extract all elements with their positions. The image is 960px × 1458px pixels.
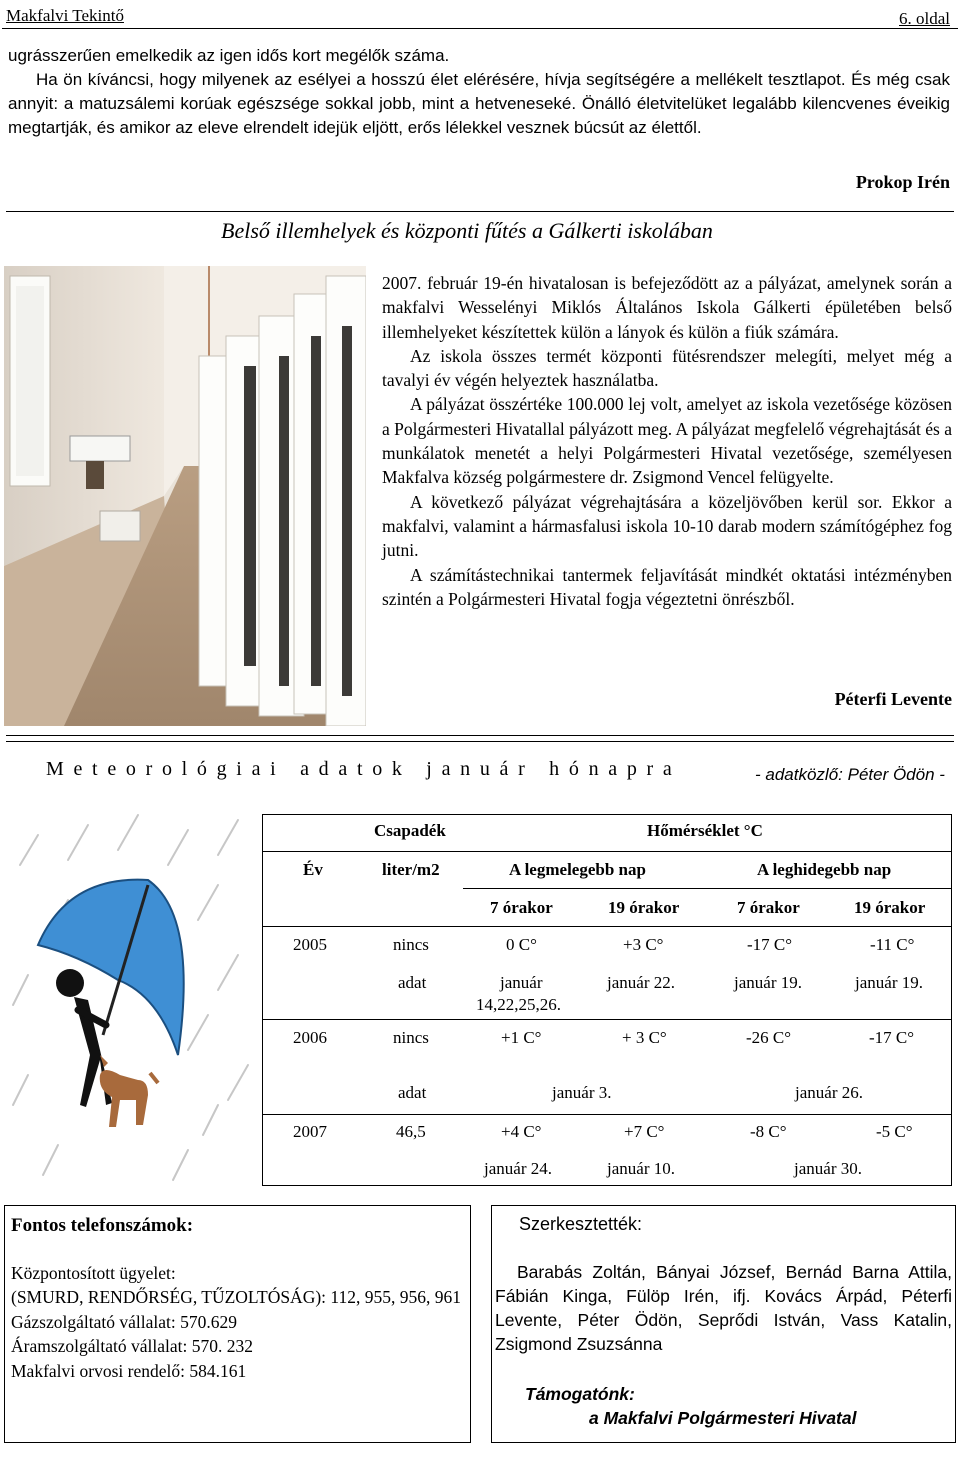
header-csapadek: Csapadék [374, 821, 446, 840]
support-value: a Makfalvi Polgármesteri Hivatal [589, 1408, 857, 1428]
header-legmelegebb: A legmelegebb nap [509, 860, 646, 879]
row-2007b-w7: január 24. [484, 1159, 552, 1178]
table-rule [263, 926, 951, 927]
row-2005-w7: 0 C° [506, 935, 537, 954]
row-2007-csap: 46,5 [396, 1122, 426, 1141]
phones-line2: (SMURD, RENDŐRSÉG, TŰZOLTÓSÁG): 112, 955, 956, 961 [11, 1287, 462, 1307]
table-rule [263, 1019, 951, 1020]
article-body [382, 271, 952, 611]
row-2006-c19: -17 C° [869, 1028, 915, 1047]
article-p3: A pályázat összértéke 100.000 lej volt, amelyet az iskola vezetősége közösen a Polgármesteri Hivatallal pályázott meg. A pályázat megfelelő végrehajtását és a munkálatok menetét a helyi Polgármesteri Hivatal vezetősége, személyesen Makfalva község polgármestere dr. Zsigmond Vencel felügyelte. [382, 394, 952, 488]
header-19-warm: 19 órakor [608, 898, 680, 917]
row-2005b-w19: január 22. [607, 973, 675, 992]
row-2005b-csap: adat [398, 973, 427, 992]
header-liter: liter/m2 [382, 860, 440, 879]
article-title: Belső illemhelyek és központi fűtés a Gálkerti iskolában [221, 218, 713, 243]
row-2006-ev: 2006 [293, 1028, 327, 1047]
row-2006-c7: -26 C° [746, 1028, 792, 1047]
row-2007b-w19: január 10. [607, 1159, 675, 1178]
table-rule [263, 851, 951, 852]
row-2007-w19: +7 C° [624, 1122, 665, 1141]
meteo-title: Meteorológiai adatok január hónapra [46, 758, 682, 780]
row-2007-c7: -8 C° [750, 1122, 787, 1141]
row-2005-w19: +3 C° [623, 935, 664, 954]
intro-signature: Prokop Irén [855, 172, 950, 192]
row-2007-w7: +4 C° [501, 1122, 542, 1141]
row-2006-csap: nincs [393, 1028, 429, 1047]
header-19-cold: 19 órakor [854, 898, 926, 917]
row-2005b-c19: január 19. [855, 973, 923, 992]
row-2007-c19: -5 C° [876, 1122, 913, 1141]
article-p4: A következő pályázat végrehajtására a közeljövőben kerül sor. Ekkor a makfalvi, valamint a hármasfalusi iskola 10-10 darab modern számítógéphez fog jutni. [382, 491, 952, 561]
weather-table [262, 814, 952, 1186]
phone-numbers-box [4, 1205, 471, 1443]
newspaper-name: Makfalvi Tekintő [6, 6, 124, 25]
header-7-warm: 7 órakor [490, 898, 553, 917]
editors-title: Szerkesztették: [519, 1214, 643, 1234]
meteo-author: - adatközlő: Péter Ödön - [755, 765, 945, 784]
school-restroom-photo [4, 266, 366, 726]
row-2005-csap: nincs [393, 935, 429, 954]
article-p2: Az iskola összes termét központi fütésrendszer melegíti, melyet még a tavalyi év végén helyeztek használatba. [382, 345, 952, 391]
intro-line1: ugrásszerűen emelkedik az igen idős kort megélők száma. [8, 46, 450, 65]
row-2006-w7: +1 C° [501, 1028, 542, 1047]
row-2005b-c7: január 19. [734, 973, 802, 992]
header-ev: Év [303, 860, 323, 879]
phones-line3: Gázszolgáltató vállalat: 570.629 [11, 1311, 237, 1332]
phones-line4: Áramszolgáltató vállalat: 570. 232 [11, 1336, 254, 1356]
article-p1: 2007. február 19-én hivatalosan is befejeződött az a pályázat, amelynek során a makfalvi Wesselényi Miklós Általános Iskola Gálkerti épületében belső illemhelyeket készítettek külön a lányok és külön a fiúk számára. [382, 273, 952, 342]
row-2005-c7: -17 C° [747, 935, 793, 954]
row-2005b-w7-line1: január [500, 973, 543, 992]
rain-umbrella-illustration [8, 805, 268, 1185]
phones-title: Fontos telefonszámok: [11, 1215, 194, 1236]
header-leghidegebb: A leghidegebb nap [757, 860, 892, 879]
editors-box [491, 1205, 956, 1443]
divider-2 [6, 735, 954, 736]
editors-names: Barabás Zoltán, Bányai József, Bernád Barna Attila, Fábián Kinga, Fülöp Irén, ifj. Kovács Árpád, Péterfi Levente, Péter Ödön, Seprődi István, Vass Katalin, Zsigmond Zsuzsánna [495, 1262, 952, 1354]
row-2005-c19: -11 C° [870, 935, 915, 954]
support-label: Támogatónk: [525, 1384, 635, 1404]
row-2006-w19: + 3 C° [622, 1028, 667, 1047]
divider-3 [6, 741, 954, 742]
article-p5: A számítástechnikai tantermek feljavítását mindkét oktatási intézményben szintén a Polgármesteri Hivatal fogja végeztetni önrészből. [382, 564, 952, 609]
row-2005-ev: 2005 [293, 935, 327, 954]
header-homerseklet: Hőmérséklet °C [647, 821, 763, 840]
row-2007b-cold: január 30. [794, 1159, 862, 1178]
phones-line1: Központosított ügyelet: [11, 1262, 176, 1283]
row-2006b-csap: adat [398, 1083, 427, 1102]
row-2006b-warm: január 3. [552, 1083, 612, 1102]
header-rule [2, 28, 958, 29]
row-2005b-w7-line2: 14,22,25,26. [476, 995, 561, 1014]
article-signature: Péterfi Levente [834, 689, 952, 709]
intro-paragraph: Ha ön kíváncsi, hogy milyenek az esélyei a hosszú élet elérésére, hívja segítségére a mellékelt tesztlapot. És még csak annyit: a matuzsálemi korúak egészsége sokkal jobb, mint a hetveneseké. Önálló életvitelüket legalább kilencvenes éveikig megtartják, és amikor az eleve elrendelt idejük eljött, erős lélekkel vesznek búcsút az élettől. [8, 70, 950, 137]
row-2007-ev: 2007 [293, 1122, 327, 1141]
phones-line5: Makfalvi orvosi rendelő: 584.161 [11, 1360, 247, 1381]
page-number: 6. oldal [899, 9, 950, 28]
divider-1 [6, 211, 954, 212]
header-7-cold: 7 órakor [737, 898, 800, 917]
table-rule [263, 1114, 951, 1115]
row-2006b-cold: január 26. [795, 1083, 863, 1102]
table-rule [463, 888, 951, 889]
